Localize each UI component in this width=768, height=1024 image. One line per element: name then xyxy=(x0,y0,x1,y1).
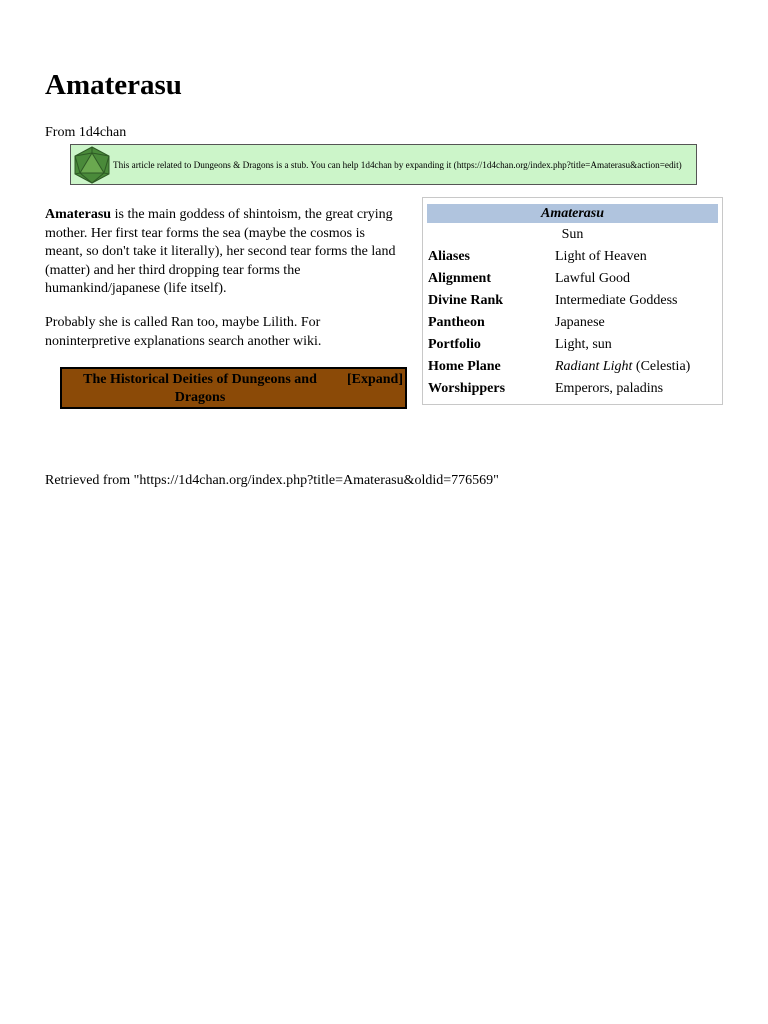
retrieved-from: Retrieved from "https://1d4chan.org/index.php?title=Amaterasu&oldid=776569" xyxy=(45,473,499,488)
intro-paragraph xyxy=(45,206,405,299)
infobox-value: Lawful Good xyxy=(555,271,631,286)
infobox-label: Divine Rank xyxy=(428,293,504,308)
navbox-expand-link[interactable]: [Expand] xyxy=(346,372,403,387)
infobox-row-home-plane xyxy=(428,358,719,376)
infobox xyxy=(422,197,723,405)
navbox-title: The Historical Deities of Dungeons and Dragons xyxy=(83,372,317,405)
infobox-value xyxy=(555,358,690,376)
home-plane-suffix: (Celestia) xyxy=(632,359,691,374)
infobox-row-worshippers xyxy=(428,380,719,398)
stub-text: This article related to Dungeons & Dragons is a stub. You can help 1d4chan by expanding it (https://1d4chan.org/index.php?title=Amaterasu&action=edit) xyxy=(113,159,682,170)
infobox-value: Emperors, paladins xyxy=(555,381,664,396)
infobox-row-alignment xyxy=(428,270,719,288)
infobox-label: Worshippers xyxy=(428,381,506,396)
infobox-label: Pantheon xyxy=(428,315,485,330)
infobox-row-aliases xyxy=(428,248,719,266)
infobox-label: Portfolio xyxy=(428,337,481,352)
stub-notice xyxy=(70,144,697,185)
intro-bold-term: Amaterasu xyxy=(45,207,112,222)
infobox-row-pantheon xyxy=(428,314,719,332)
infobox-title: Amaterasu xyxy=(427,204,718,223)
infobox-caption: Sun xyxy=(561,227,584,242)
infobox-label: Alignment xyxy=(428,271,491,286)
infobox-row-divine-rank xyxy=(428,292,719,310)
site-subtitle: From 1d4chan xyxy=(45,125,127,140)
infobox-row-portfolio xyxy=(428,336,719,354)
infobox-label: Aliases xyxy=(428,249,470,264)
navbox-historical-deities xyxy=(60,367,407,409)
infobox-value: Light of Heaven xyxy=(555,249,647,264)
infobox-label: Home Plane xyxy=(428,359,501,374)
second-paragraph: Probably she is called Ran too, maybe Lilith. For noninterpretive explanations search another wiki. xyxy=(45,315,322,349)
page-title: Amaterasu xyxy=(45,69,182,101)
home-plane-link[interactable]: Radiant Light xyxy=(555,359,633,374)
infobox-value: Light, sun xyxy=(555,337,612,352)
intro-text: is the main goddess of shintoism, the great crying mother. Her first tear forms the sea (maybe the cosmos is meant, so don't take it literally), her second tear forms the land (matter) and her third dropping tear forms the humankind/japanese (life itself). xyxy=(45,207,396,296)
infobox-value: Japanese xyxy=(555,315,605,330)
d20-icon xyxy=(71,144,113,186)
infobox-value: Intermediate Goddess xyxy=(555,293,678,308)
